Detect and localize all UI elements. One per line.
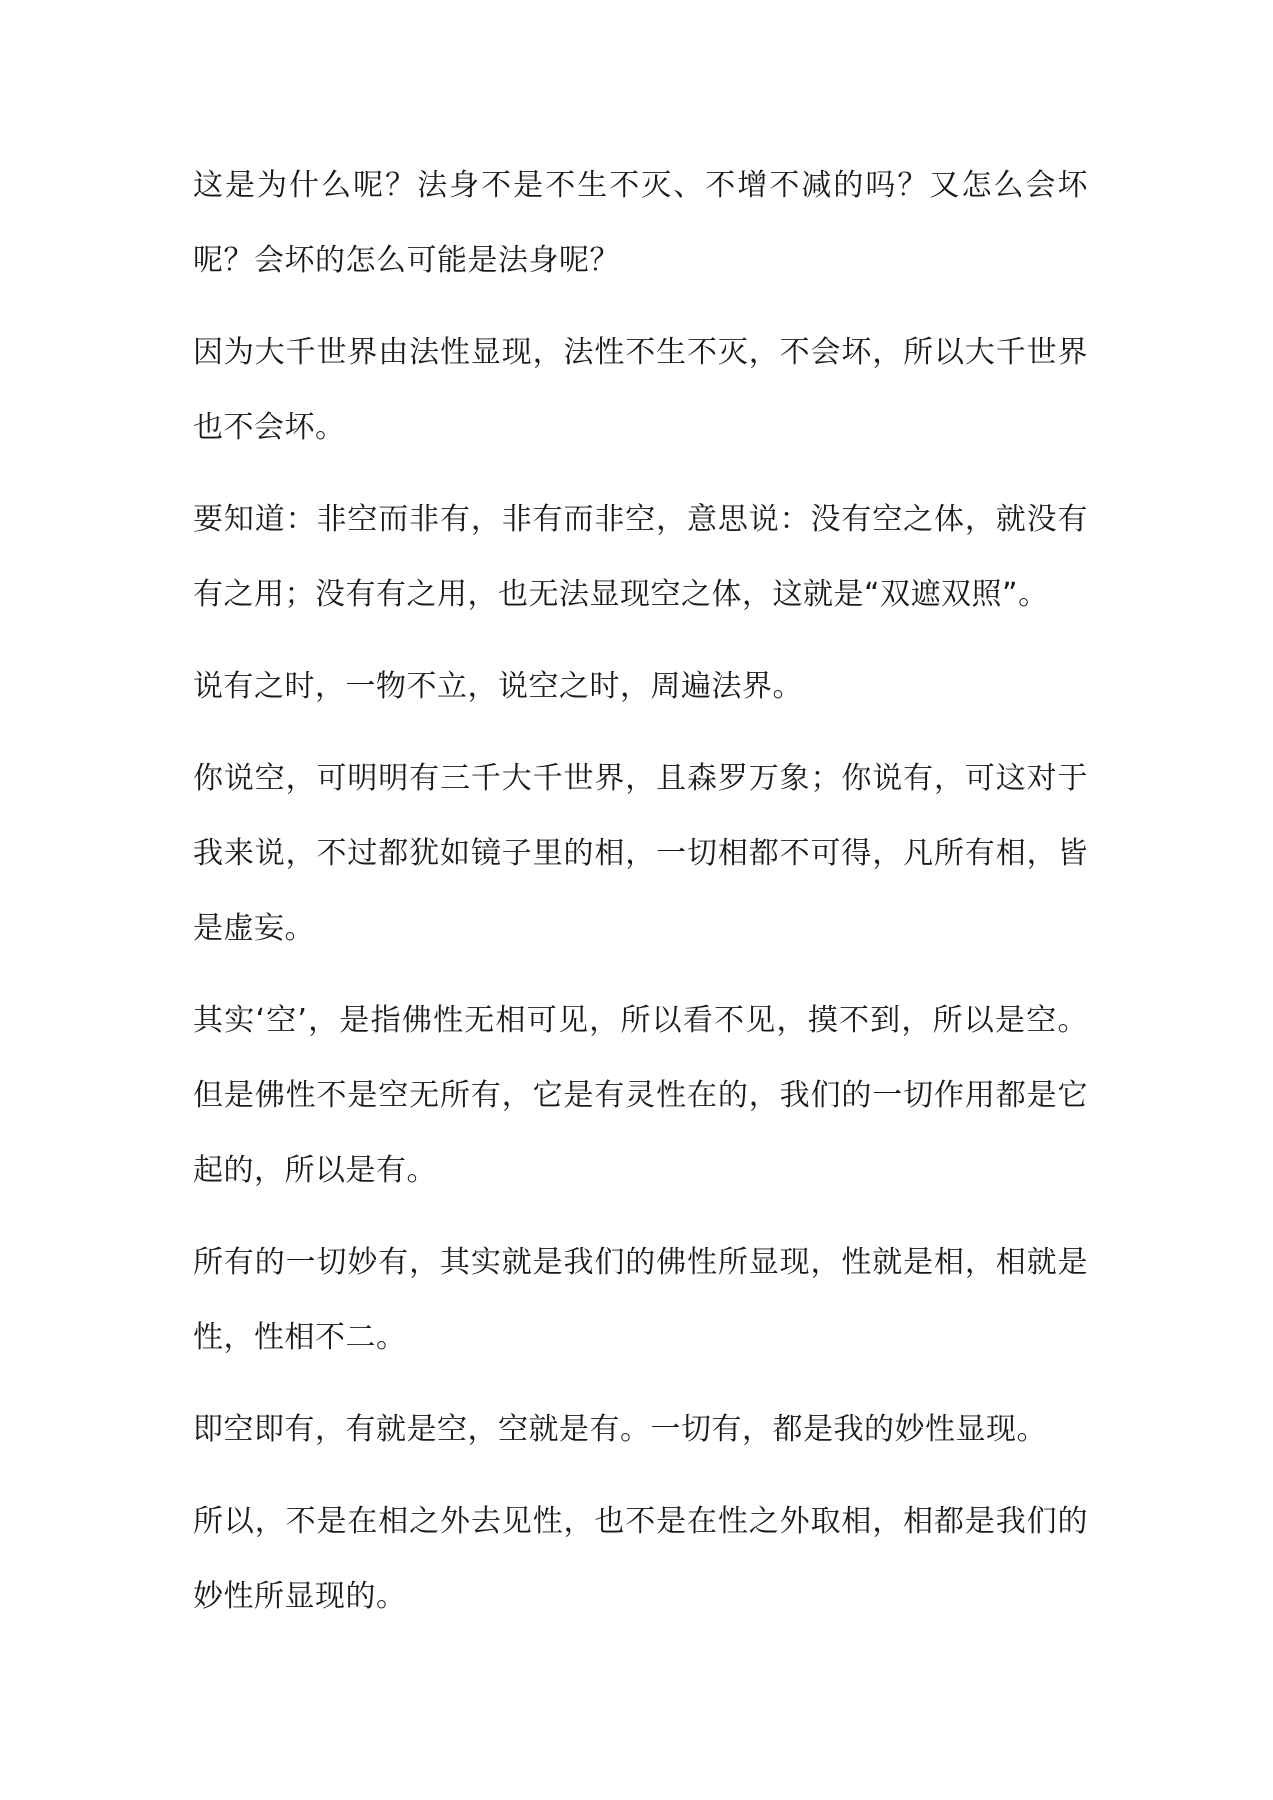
paragraph-2: 因为大千世界由法性显现，法性不生不灭，不会坏，所以大千世界也不会坏。 (193, 335, 1088, 445)
paragraph-3: 要知道：非空而非有，非有而非空，意思说：没有空之体，就没有有之用；没有有之用，也无法显现空之体，这就是“双遮双照”。 (193, 502, 1088, 612)
paragraph-4: 说有之时，一物不立，说空之时，周遍法界。 (193, 669, 803, 704)
document-page (193, 148, 1088, 1634)
paragraph-1: 这是为什么呢？法身不是不生不灭、不增不减的吗？又怎么会坏呢？会坏的怎么可能是法身呢？ (193, 168, 1088, 278)
paragraph-8: 即空即有，有就是空，空就是有。一切有，都是我的妙性显现。 (193, 1412, 1047, 1447)
paragraph-9: 所以，不是在相之外去见性，也不是在性之外取相，相都是我们的妙性所显现的。 (193, 1504, 1088, 1614)
paragraph-7: 所有的一切妙有，其实就是我们的佛性所显现，性就是相，相就是性，性相不二。 (193, 1245, 1088, 1355)
paragraph-6: 其实‘空’，是指佛性无相可见，所以看不见，摸不到，所以是空。但是佛性不是空无所有，它是有灵性在的，我们的一切作用都是它起的，所以是有。 (193, 1003, 1088, 1188)
paragraph-5: 你说空，可明明有三千大千世界，且森罗万象；你说有，可这对于我来说，不过都犹如镜子里的相，一切相都不可得，凡所有相，皆是虚妄。 (193, 761, 1088, 946)
